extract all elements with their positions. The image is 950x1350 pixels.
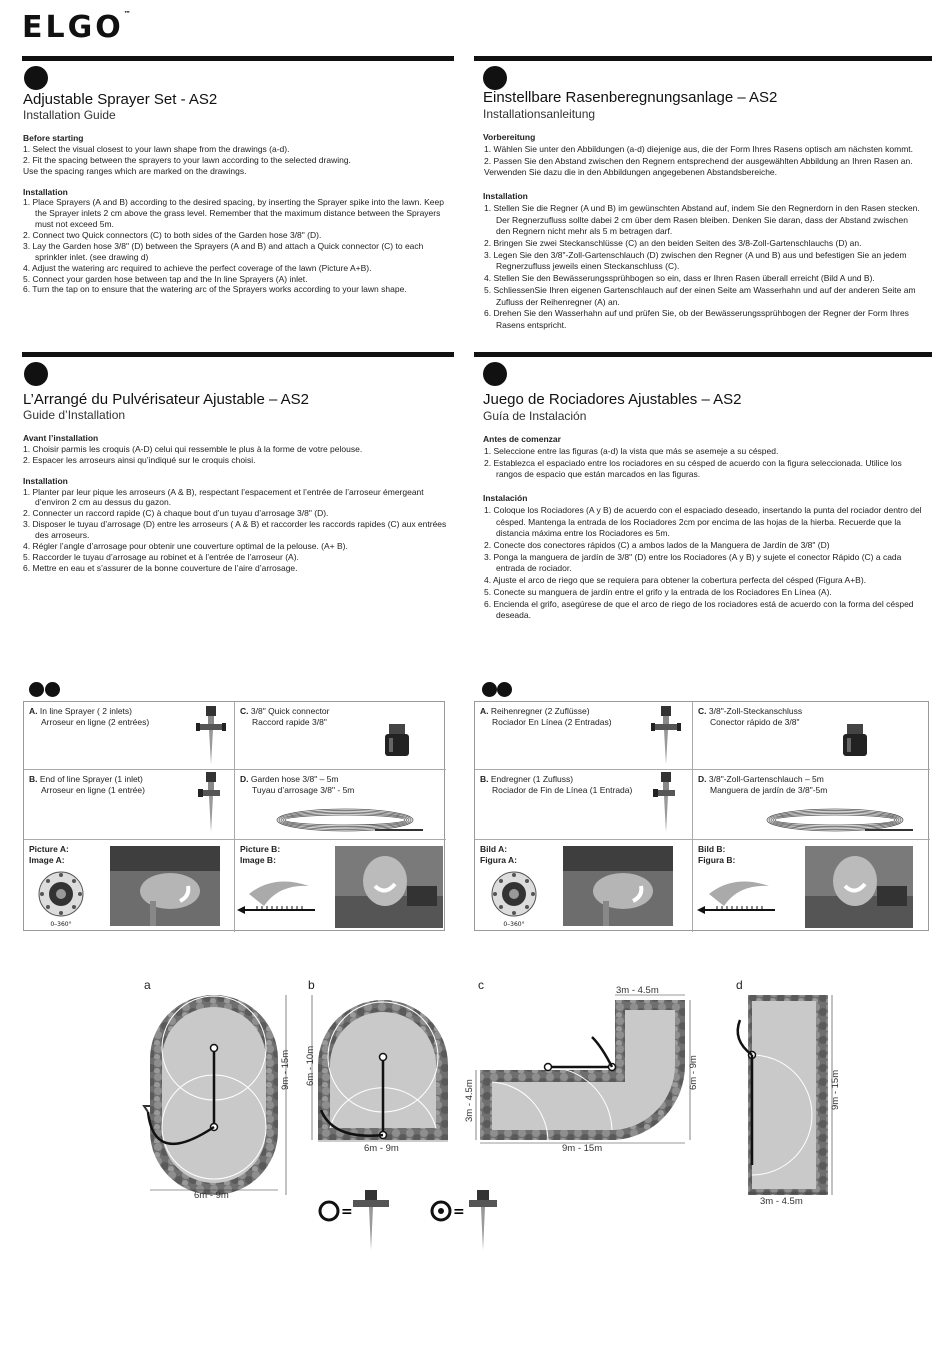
section-title: L’Arrangé du Pulvérisateur Ajustable – AS2 (23, 391, 310, 408)
part-a-cell: A. In line Sprayer ( 2 inlets) Arroseur en ligne (2 entrées) (24, 702, 235, 770)
dial-icon (489, 870, 539, 928)
section-subtitle: Installation Guide (23, 107, 116, 122)
flag-dot-es (483, 362, 507, 386)
diagram-d-width: 3m - 4.5m (760, 1196, 803, 1207)
list-item: 6. Encienda el grifo, asegúrese de que el arco de riego de los rociadores está de acuerdo con la forma del césped deseada. (484, 598, 914, 621)
install-list (483, 203, 923, 332)
section-subtitle: Installationsanleitung (483, 106, 596, 121)
list-item: 2. Connect two Quick connectors (C) to both sides of the Garden hose 3/8" (D). (23, 230, 322, 241)
section-french (23, 392, 453, 574)
list-item: 1. Seleccione entre las figuras (a-d) la vista que más se asemeje a su césped. (484, 446, 779, 457)
section-german (483, 90, 923, 332)
install-heading: Installation (483, 191, 528, 202)
list-item: 2. Conecte dos conectores rápidos (C) a ambos lados de la Manguera de Jardín de 3/8" (D) (484, 540, 830, 551)
diagram-c (476, 995, 690, 1143)
diagram-c-label: c (478, 978, 484, 992)
list-item: 2. Bringen Sie zwei Steckanschlüsse (C) an den beiden Seiten des 3/8-Zoll-Gartenschlauchs (D) an. (484, 238, 862, 249)
flag-dot-fr (24, 362, 48, 386)
diagram-d-length: 9m - 15m (830, 1069, 841, 1110)
quick-connector-icon (843, 724, 867, 758)
section-divider-top-left (22, 56, 454, 61)
section-divider-mid-right (474, 352, 932, 357)
list-item: 6. Drehen Sie den Wasserhahn auf und prüfen Sie, ob der Bewässerungssprühbogen der Regner der Form Ihres Rasens entspricht. (484, 308, 909, 331)
list-item: 4. Régler l’angle d’arrosage pour obtenir une couverture optimal de la pelouse. (A+ B). (23, 540, 348, 551)
parts-table-right (474, 701, 929, 931)
part-b-cell: B. End of line Sprayer (1 inlet) Arroseur en ligne (1 entrée) (24, 770, 235, 840)
diagram-c-width: 9m - 15m (562, 1143, 603, 1154)
list-item: 4. Adjust the watering arc required to achieve the perfect coverage of the lawn (Picture A+B). (23, 262, 372, 273)
part-c-cell: C. 3/8"-Zoll-Steckanschluss Conector rápido de 3/8" (693, 702, 930, 770)
arc-range-label: 0–360° (503, 921, 525, 928)
legend-inline-sprayer (320, 1190, 389, 1250)
diagram-b-width: 6m - 9m (364, 1143, 399, 1154)
diagram-d-label: d (736, 978, 743, 992)
lawn-diagrams (0, 975, 950, 1255)
before-list (23, 144, 453, 177)
list-item: 1. Planter par leur pique les arroseurs (A & B), respectant l’espacement et l’entrée de l’arroseur émergeant d’environ 2 cm au dessus du gazon. (23, 486, 424, 508)
picture-b-cell: Picture B: Image B: (235, 840, 446, 932)
diagram-a (144, 995, 286, 1195)
photo-hand-rotating (805, 846, 913, 928)
parts-table-left (23, 701, 445, 931)
spray-arc-icon (697, 872, 777, 922)
list-item: 2. Passen Sie den Abstand zwischen den Regnern entsprechend der ausgewählten Abbildung an Ihren Rasen an. (484, 155, 913, 166)
list-item: 2. Espacer les arroseurs ainsi qu’indiqué sur le croquis choisi. (23, 454, 256, 465)
list-item: 4. Stellen Sie den Bewässerungssprühbogen so ein, dass er Ihren Rasen überall erreicht (Bild A und B). (484, 273, 875, 284)
list-item: 6. Mettre en eau et s’assurer de la bonne couverture de l’aire d’arrosage. (23, 562, 298, 573)
diagram-a-length: 9m - 15m (280, 1049, 291, 1090)
diagram-b-label: b (308, 978, 315, 992)
diagram-a-label: a (144, 978, 151, 992)
section-divider-top-right (474, 56, 932, 61)
legend-equals: = (453, 1204, 465, 1220)
end-sprayer-icon (651, 772, 681, 834)
list-item: 1. Choisir parmis les croquis (A-D) celui qui ressemble le plus à la forme de votre pelouse. (23, 443, 363, 454)
install-list (23, 487, 453, 574)
part-d-cell: D. 3/8"-Zoll-Gartenschlauch – 5m Manguera de jardín de 3/8"-5m (693, 770, 930, 840)
section-english (23, 92, 453, 295)
install-list (483, 505, 923, 622)
section-subtitle: Guide d’Installation (23, 407, 126, 422)
flag-dot-en (24, 66, 48, 90)
before-heading: Antes de comenzar (483, 434, 561, 445)
list-item: 5. Raccorder le tuyau d’arrosage au robinet et à l’entrée de l’arroseur (A). (23, 551, 299, 562)
photo-hand-adjusting (563, 846, 673, 926)
flag-dot-fr-table (45, 682, 60, 697)
end-sprayer-icon (196, 772, 226, 834)
install-heading: Installation (23, 475, 68, 486)
flag-dot-es-table (497, 682, 512, 697)
section-title: Adjustable Sprayer Set - AS2 (23, 91, 218, 108)
list-item: Verwenden Sie dazu die in den Abbildungen angegebenen Abstandsbereiche. (484, 167, 778, 178)
list-item: 5. Connect your garden hose between tap and the In line Sprayers (A) inlet. (23, 273, 308, 284)
section-spanish (483, 392, 923, 622)
section-divider-mid-left (22, 352, 454, 357)
list-item: Use the spacing ranges which are marked on the drawings. (23, 165, 247, 176)
dial-icon (36, 870, 86, 928)
list-item: 1. Wählen Sie unter den Abbildungen (a-d) diejenige aus, die der Form Ihres Rasens optisch am nächsten kommt. (484, 144, 914, 155)
before-list (23, 444, 453, 466)
photo-hand-rotating (335, 846, 443, 928)
photo-hand-adjusting (110, 846, 220, 926)
before-heading: Vorbereitung (483, 132, 536, 143)
part-c-cell: C. 3/8" Quick connector Raccord rapide 3/8" (235, 702, 446, 770)
before-list (483, 144, 923, 179)
list-item: 1. Stellen Sie die Regner (A und B) im gewünschten Abstand auf, indem Sie den Regnerdorn in den Rasen stecken. Der Regnerzufluss sollte dabei 2 cm über dem Rasen bleiben. Denken Sie daran, dass der Abstand zwischen den Regnern nicht mehr als 5 m betragen darf. (484, 202, 920, 237)
list-item: 1. Place Sprayers (A and B) according to the desired spacing, by inserting the Sprayer spike into the lawn. Keep the Sprayer inlets 2 cm above the grass level. Remember that the maximum distance between the Sprayers must not exceed 5m. (23, 197, 444, 230)
spray-arc-icon (237, 872, 317, 922)
part-b-cell: B. Endregner (1 Zufluss) Rociador de Fin de Línea (1 Entrada) (475, 770, 693, 840)
diagram-d (738, 995, 832, 1195)
brand-logo: ELGO™ (22, 10, 131, 45)
diagram-c-top: 3m - 4.5m (616, 985, 659, 996)
list-item: 1. Select the visual closest to your lawn shape from the drawings (a-d). (23, 143, 290, 154)
before-heading: Before starting (23, 133, 84, 144)
list-item: 2. Establezca el espaciado entre los rociadores en su césped de acuerdo con la figura seleccionada. Utilice los rangos de espacio que están marcados en las figuras. (484, 457, 902, 480)
arc-range-label: 0–360° (50, 921, 72, 928)
picture-a-cell: Bild A: Figura A: 0–360° (475, 840, 693, 932)
list-item: 6. Turn the tap on to ensure that the watering arc of the Sprayers works according to your lawn shape. (23, 284, 407, 295)
list-item: 3. Ponga la manguera de jardín de 3/8" (D) entre los Rociadores (A y B) y sujete el conector Rápido (C) a cada entrada de rociador. (484, 551, 902, 574)
list-item: 3. Disposer le tuyau d’arrosage (D) entre les arroseurs ( A & B) et raccorder les raccords rapides (C) aux entrées des arroseurs. (23, 519, 447, 541)
legend-end-sprayer (432, 1190, 497, 1250)
flag-dot-de (483, 66, 507, 90)
diagram-b-length: 6m - 10m (305, 1045, 316, 1086)
section-title: Einstellbare Rasenberegnungsanlage – AS2 (483, 89, 778, 106)
flag-dot-de-table (482, 682, 497, 697)
inline-sprayer-icon (651, 706, 681, 766)
list-item: 5. SchliessenSie Ihren eigenen Gartenschlauch auf der einen Seite am Wasserhahn und auf der anderen Seite am Zufluss der Reihenregner (A) an. (484, 284, 916, 307)
diagram-c-left: 3m - 4.5m (464, 1079, 475, 1122)
section-title: Juego de Rociadores Ajustables – AS2 (483, 391, 742, 408)
install-heading: Installation (23, 186, 68, 197)
install-heading: Instalación (483, 493, 528, 504)
list-item: 5. Conecte su manguera de jardín entre el grifo y la entrada de los Rociadores En Línea (A). (484, 586, 832, 597)
part-d-cell: D. Garden hose 3/8" – 5m Tuyau d’arrosage 3/8" - 5m (235, 770, 446, 840)
list-item: 4. Ajuste el arco de riego que se requiera para obtener la cobertura perfecta del césped (Figura A+B). (484, 575, 867, 586)
picture-b-cell: Bild B: Figura B: (693, 840, 930, 932)
garden-hose-icon (275, 806, 425, 836)
list-item: 1. Coloque los Rociadores (A y B) de acuerdo con el espaciado deseado, insertando la punta del rociador dentro del césped. Mantenga la entrada de los Rociadores 2cm por encima de las hojas de la hierba. Recuerde que la distancia máxima entre los Rociadores es 5m. (484, 504, 922, 539)
picture-a-cell: Picture A: Image A: 0–360° (24, 840, 235, 932)
list-item: 2. Fit the spacing between the sprayers to your lawn according to the selected drawing. (23, 154, 351, 165)
quick-connector-icon (385, 724, 409, 758)
before-list (483, 446, 923, 481)
garden-hose-icon (765, 806, 915, 836)
list-item: 3. Legen Sie den 3/8"-Zoll-Gartenschlauch (D) zwischen den Regner (A und B) aus und befestigen Sie an jedem Regnerzufluss jeweils einen Steckanschluss (C). (484, 249, 907, 272)
diagram-a-width: 6m - 9m (194, 1190, 229, 1201)
before-heading: Avant l’installation (23, 433, 99, 444)
install-list (23, 197, 453, 295)
legend-equals: = (341, 1204, 353, 1220)
flag-dot-en-table (29, 682, 44, 697)
diagram-b (312, 995, 448, 1141)
diagram-c-right: 6m - 9m (688, 1055, 699, 1090)
part-a-cell: A. Reihenregner (2 Zuflüsse) Rociador En Línea (2 Entradas) (475, 702, 693, 770)
list-item: 2. Connecter un raccord rapide (C) à chaque bout d’un tuyau d’arrosage 3/8" (D). (23, 508, 329, 519)
inline-sprayer-icon (196, 706, 226, 766)
section-subtitle: Guía de Instalación (483, 408, 587, 423)
list-item: 3. Lay the Garden hose 3/8" (D) between the Sprayers (A and B) and attach a Quick connector (C) to each sprinkler inlet. (see drawing d) (23, 240, 424, 262)
